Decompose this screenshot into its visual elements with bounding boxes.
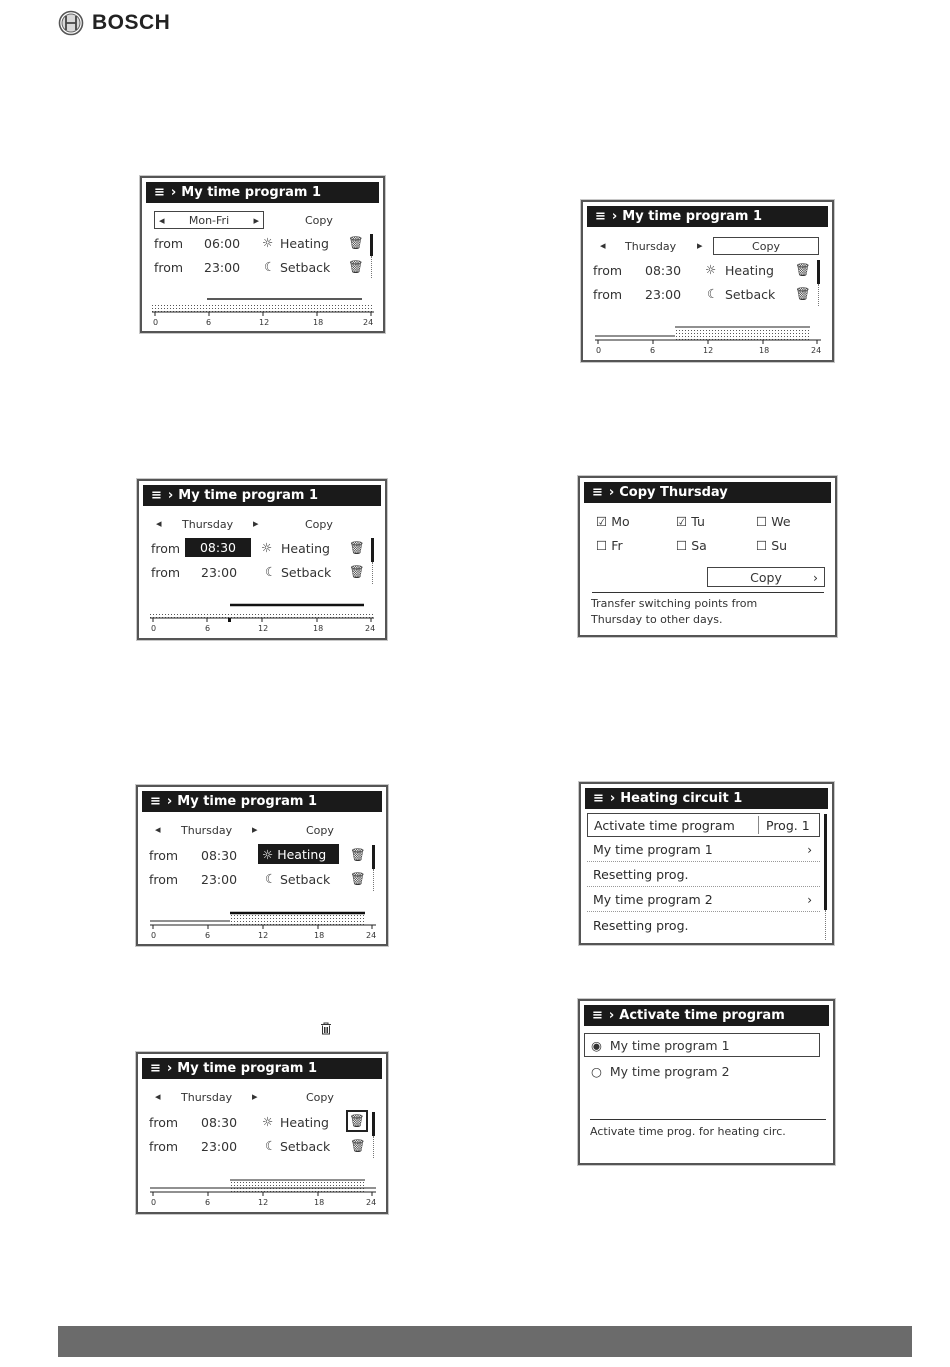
copy-button[interactable]: Copy › xyxy=(707,567,825,587)
copy-button[interactable]: Copy xyxy=(713,237,819,255)
day-label: Mon-Fri xyxy=(188,213,230,227)
arrow-left-icon[interactable]: ◂ xyxy=(156,517,162,530)
from-label: from xyxy=(151,541,181,556)
checkbox-checked-icon: ☑ xyxy=(596,514,608,529)
moon-icon: ☾ xyxy=(707,286,719,301)
tick-0: 0 xyxy=(151,931,157,940)
arrow-right-icon[interactable]: ▸ xyxy=(252,823,258,836)
tick-0: 0 xyxy=(151,624,157,633)
mode-setback[interactable]: Setback xyxy=(725,287,776,302)
tick-0: 0 xyxy=(596,346,602,355)
time-field[interactable]: 23:00 xyxy=(201,872,238,887)
title-bar: ≡ › My time program 1 xyxy=(587,206,828,227)
heating-circuit-icon: ≡ xyxy=(592,1008,603,1023)
screen-title: My time program 1 xyxy=(177,794,318,809)
tick-6: 6 xyxy=(205,931,211,940)
chevron-right-icon: › xyxy=(813,569,818,585)
arrow-right-icon[interactable]: ▸ xyxy=(252,1090,258,1103)
menu-item-activate-time-program[interactable]: Activate time program Prog. 1 xyxy=(587,813,820,837)
moon-icon: ☾ xyxy=(264,259,276,274)
trash-icon[interactable]: 🗑 xyxy=(349,564,365,579)
brand-name: BOSCH xyxy=(92,11,171,34)
from-label: from xyxy=(149,1115,179,1130)
heating-circuit-icon: ≡ xyxy=(154,185,165,200)
scrollbar-thumb[interactable] xyxy=(824,814,827,910)
screen-my-time-program-thursday-mode xyxy=(136,785,388,946)
trash-icon[interactable]: 🗑 xyxy=(348,235,364,250)
day-checkbox-we[interactable]: ☐ We xyxy=(756,514,791,529)
timeline-graph xyxy=(150,602,374,624)
tick-12: 12 xyxy=(258,1198,269,1207)
description-line-1: Transfer switching points from xyxy=(591,597,758,610)
arrow-right-icon[interactable]: ▸ xyxy=(253,213,259,227)
checkbox-empty-icon: ☐ xyxy=(676,538,688,553)
screen-title: My time program 1 xyxy=(181,185,322,200)
sun-icon: ☼ xyxy=(261,540,273,555)
day-checkbox-tu[interactable]: ☑ Tu xyxy=(676,514,705,529)
title-bar: ≡ › My time program 1 xyxy=(142,791,382,812)
tick-18: 18 xyxy=(313,318,324,327)
tick-6: 6 xyxy=(205,624,211,633)
tick-18: 18 xyxy=(759,346,770,355)
arrow-right-icon[interactable]: ▸ xyxy=(253,517,259,530)
trash-icon[interactable]: 🗑 xyxy=(350,871,366,886)
trash-icon[interactable]: 🗑 xyxy=(350,847,366,862)
title-bar: ≡ › My time program 1 xyxy=(143,485,381,506)
screen-title: My time program 1 xyxy=(177,1061,318,1076)
copy-link[interactable]: Copy xyxy=(306,824,334,837)
trash-icon[interactable]: 🗑 xyxy=(795,286,811,301)
mode-setback[interactable]: Setback xyxy=(280,1139,331,1154)
timeline-graph xyxy=(152,296,374,318)
tick-12: 12 xyxy=(258,624,269,633)
screen-my-time-program-monfri xyxy=(140,176,385,333)
from-label: from xyxy=(149,872,179,887)
screen-title: My time program 1 xyxy=(178,488,319,503)
trash-icon xyxy=(320,1020,332,1039)
tick-0: 0 xyxy=(151,1198,157,1207)
menu-item-resetting-prog-1[interactable]: Resetting prog. xyxy=(587,863,820,887)
timeline-graph xyxy=(150,1176,376,1198)
scrollbar-thumb[interactable] xyxy=(371,538,374,562)
from-label: from xyxy=(151,565,181,580)
title-bar: ≡ › Heating circuit 1 xyxy=(585,788,828,809)
mode-setback[interactable]: Setback xyxy=(280,260,331,275)
trash-icon-selected[interactable]: 🗑 xyxy=(346,1110,368,1132)
activate-value: Prog. 1 xyxy=(766,817,810,833)
copy-link[interactable]: Copy xyxy=(305,214,333,227)
time-field[interactable]: 23:00 xyxy=(201,565,238,580)
radio-option-my-time-program-2[interactable]: ○ My time program 2 xyxy=(591,1064,730,1079)
checkbox-empty-icon: ☐ xyxy=(756,538,768,553)
day-checkbox-sa[interactable]: ☐ Sa xyxy=(676,538,707,553)
checkbox-empty-icon: ☐ xyxy=(756,514,768,529)
trash-icon[interactable]: 🗑 xyxy=(348,259,364,274)
radio-option-my-time-program-1[interactable]: ◉ My time program 1 xyxy=(584,1033,820,1057)
arrow-left-icon[interactable]: ◂ xyxy=(155,1090,161,1103)
heating-circuit-icon: ≡ xyxy=(150,794,161,809)
menu-item-my-time-program-1[interactable]: My time program 1 › xyxy=(587,838,820,862)
mode-setback[interactable]: Setback xyxy=(280,872,331,887)
trash-icon[interactable]: 🗑 xyxy=(350,1138,366,1153)
day-selector[interactable] xyxy=(154,211,264,229)
time-field[interactable]: 08:30 xyxy=(201,848,238,863)
time-field[interactable]: 08:30 xyxy=(201,1115,238,1130)
tick-12: 12 xyxy=(703,346,714,355)
tick-12: 12 xyxy=(258,931,269,940)
time-field[interactable]: 08:30 xyxy=(645,263,682,278)
arrow-left-icon[interactable]: ◂ xyxy=(159,213,165,227)
tick-18: 18 xyxy=(314,1198,325,1207)
tick-6: 6 xyxy=(650,346,656,355)
tick-12: 12 xyxy=(259,318,270,327)
checkbox-empty-icon: ☐ xyxy=(596,538,608,553)
screen-copy-thursday xyxy=(578,476,837,637)
moon-icon: ☾ xyxy=(265,871,277,886)
day-label: Thursday xyxy=(182,518,234,531)
radio-selected-icon: ◉ xyxy=(591,1037,602,1053)
tick-6: 6 xyxy=(206,318,212,327)
scrollbar-track xyxy=(373,869,375,891)
time-field[interactable]: 06:00 xyxy=(204,236,241,251)
bosch-armature-icon xyxy=(58,10,84,36)
day-checkbox-su[interactable]: ☐ Su xyxy=(756,538,788,553)
scrollbar-thumb[interactable] xyxy=(817,260,820,284)
from-label: from xyxy=(149,848,179,863)
trash-icon[interactable]: 🗑 xyxy=(349,540,365,555)
mode-setback[interactable]: Setback xyxy=(281,565,332,580)
time-field[interactable]: 23:00 xyxy=(204,260,241,275)
title-bar: ≡ › My time program 1 xyxy=(142,1058,382,1079)
tick-6: 6 xyxy=(205,1198,211,1207)
from-label: from xyxy=(154,260,184,275)
scrollbar-thumb[interactable] xyxy=(372,1112,375,1136)
tick-18: 18 xyxy=(314,931,325,940)
from-label: from xyxy=(593,263,623,278)
heating-circuit-icon: ≡ xyxy=(593,791,604,806)
heating-circuit-icon: ≡ xyxy=(592,485,603,500)
day-label: Thursday xyxy=(181,1091,233,1104)
mode-heating[interactable]: Heating xyxy=(280,236,329,251)
description: Activate time prog. for heating circ. xyxy=(590,1125,786,1138)
moon-icon: ☾ xyxy=(265,1138,277,1153)
screen-title: Copy Thursday xyxy=(619,485,728,500)
heating-circuit-icon: ≡ xyxy=(595,209,606,224)
tick-24: 24 xyxy=(811,346,822,355)
checkbox-checked-icon: ☑ xyxy=(676,514,688,529)
scrollbar-thumb[interactable] xyxy=(372,845,375,869)
day-checkbox-fr[interactable]: ☐ Fr xyxy=(596,538,623,553)
sun-icon: ☼ xyxy=(705,262,717,277)
screen-my-time-program-thursday-delete xyxy=(136,1052,388,1214)
screen-activate-time-program xyxy=(578,999,835,1165)
timeline-graph xyxy=(150,909,376,931)
sun-icon: ☼ xyxy=(262,846,274,862)
arrow-left-icon[interactable]: ◂ xyxy=(600,239,606,252)
title-bar: ≡ › My time program 1 xyxy=(146,182,379,203)
scrollbar-track xyxy=(825,910,827,940)
tick-24: 24 xyxy=(365,624,376,633)
from-label: from xyxy=(149,1139,179,1154)
title-bar: ≡ › Activate time program xyxy=(584,1005,829,1026)
screen-heating-circuit-1 xyxy=(579,782,834,945)
heating-circuit-icon: ≡ xyxy=(150,1061,161,1076)
screen-title: My time program 1 xyxy=(622,209,763,224)
trash-icon[interactable]: 🗑 xyxy=(795,262,811,277)
screen-title: Heating circuit 1 xyxy=(620,791,743,806)
divider xyxy=(590,1119,826,1120)
copy-link[interactable]: Copy xyxy=(305,518,333,531)
mode-heating[interactable]: Heating xyxy=(725,263,774,278)
scrollbar-track xyxy=(372,562,374,584)
bosch-logo xyxy=(58,10,170,36)
arrow-left-icon[interactable]: ◂ xyxy=(155,823,161,836)
time-field[interactable]: 23:00 xyxy=(201,1139,238,1154)
menu-item-resetting-prog-2[interactable]: Resetting prog. xyxy=(593,917,689,933)
day-label: Thursday xyxy=(625,240,677,253)
from-label: from xyxy=(593,287,623,302)
copy-link[interactable]: Copy xyxy=(306,1091,334,1104)
sun-icon: ☼ xyxy=(262,1114,274,1129)
from-label: from xyxy=(154,236,184,251)
tick-0: 0 xyxy=(153,318,159,327)
mode-heating-selected[interactable]: ☼ Heating xyxy=(258,844,339,864)
footer-bar xyxy=(58,1326,912,1357)
scrollbar-track xyxy=(373,1136,375,1158)
moon-icon: ☾ xyxy=(265,564,277,579)
mode-heating[interactable]: Heating xyxy=(281,541,330,556)
time-field-selected[interactable]: 08:30 xyxy=(185,538,251,557)
tick-24: 24 xyxy=(363,318,374,327)
heating-circuit-icon: ≡ xyxy=(151,488,162,503)
tick-18: 18 xyxy=(313,624,324,633)
description-line-2: Thursday to other days. xyxy=(591,613,723,626)
screen-my-time-program-thursday-copy xyxy=(581,200,834,362)
menu-item-my-time-program-2[interactable]: My time program 2 › xyxy=(587,888,820,912)
scrollbar-track xyxy=(371,256,373,278)
radio-empty-icon: ○ xyxy=(591,1064,602,1079)
tick-24: 24 xyxy=(366,1198,377,1207)
sun-icon: ☼ xyxy=(262,235,274,250)
screen-my-time-program-thursday-time xyxy=(137,479,387,640)
time-field[interactable]: 23:00 xyxy=(645,287,682,302)
scrollbar-track xyxy=(818,284,820,306)
day-label: Thursday xyxy=(181,824,233,837)
scrollbar-thumb[interactable] xyxy=(370,234,373,256)
day-checkbox-mo[interactable]: ☑ Mo xyxy=(596,514,630,529)
timeline-graph xyxy=(595,324,821,346)
divider xyxy=(592,592,824,593)
tick-24: 24 xyxy=(366,931,377,940)
chevron-right-icon: › xyxy=(807,842,812,857)
mode-heating[interactable]: Heating xyxy=(280,1115,329,1130)
arrow-right-icon[interactable]: ▸ xyxy=(697,239,703,252)
title-bar: ≡ › Copy Thursday xyxy=(584,482,831,503)
chevron-right-icon: › xyxy=(807,892,812,907)
screen-title: Activate time program xyxy=(619,1008,785,1023)
